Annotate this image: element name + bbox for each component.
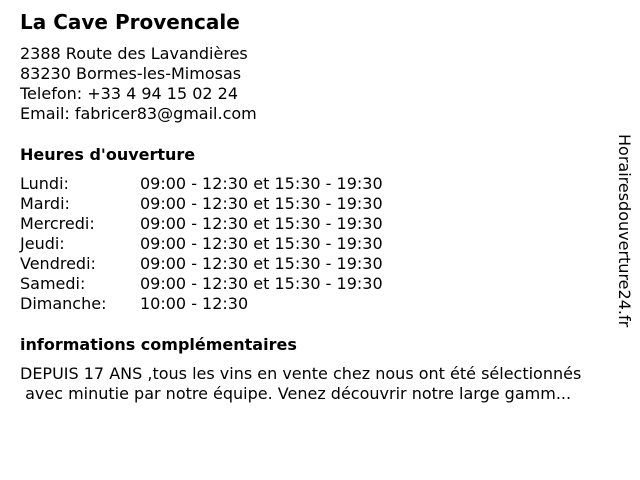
- info-line: avec minutie par notre équipe. Venez découvrir notre large gamm...: [20, 384, 572, 403]
- hours-heading: Heures d'ouverture: [20, 145, 196, 164]
- day-label: Jeudi:: [20, 234, 65, 253]
- address-block: [20, 44, 257, 124]
- time-range: 09:00 - 12:30 et 15:30 - 19:30: [140, 194, 383, 213]
- address-street: 2388 Route des Lavandières: [20, 44, 248, 63]
- day-label: Samedi:: [20, 274, 86, 293]
- address-city: 83230 Bormes-les-Mimosas: [20, 64, 242, 83]
- time-range: 10:00 - 12:30: [140, 294, 249, 313]
- time-range: 09:00 - 12:30 et 15:30 - 19:30: [140, 234, 383, 253]
- time-range: 09:00 - 12:30 et 15:30 - 19:30: [140, 174, 383, 193]
- day-label: Vendredi:: [20, 254, 96, 273]
- hours-row-tuesday: [20, 194, 383, 214]
- day-label: Mercredi:: [20, 214, 95, 233]
- day-label: Mardi:: [20, 194, 70, 213]
- info-heading: informations complémentaires: [20, 335, 297, 354]
- info-line: DEPUIS 17 ANS ,tous les vins en vente chez nous ont été sélectionnés: [20, 364, 582, 383]
- time-range: 09:00 - 12:30 et 15:30 - 19:30: [140, 254, 383, 273]
- time-range: 09:00 - 12:30 et 15:30 - 19:30: [140, 274, 383, 293]
- day-label: Lundi:: [20, 174, 69, 193]
- site-watermark: Horairesdouverture24.fr: [615, 134, 634, 328]
- info-description: [20, 364, 640, 404]
- email-address: Email: fabricer83@gmail.com: [20, 104, 257, 123]
- hours-row-friday: [20, 254, 383, 274]
- phone-number: Telefon: +33 4 94 15 02 24: [20, 84, 239, 103]
- hours-row-sunday: [20, 294, 383, 314]
- hours-row-thursday: [20, 234, 383, 254]
- hours-row-wednesday: [20, 214, 383, 234]
- day-label: Dimanche:: [20, 294, 107, 313]
- store-name: La Cave Provencale: [20, 10, 240, 34]
- hours-row-monday: [20, 174, 383, 194]
- hours-row-saturday: [20, 274, 383, 294]
- hours-table: [20, 174, 383, 314]
- time-range: 09:00 - 12:30 et 15:30 - 19:30: [140, 214, 383, 233]
